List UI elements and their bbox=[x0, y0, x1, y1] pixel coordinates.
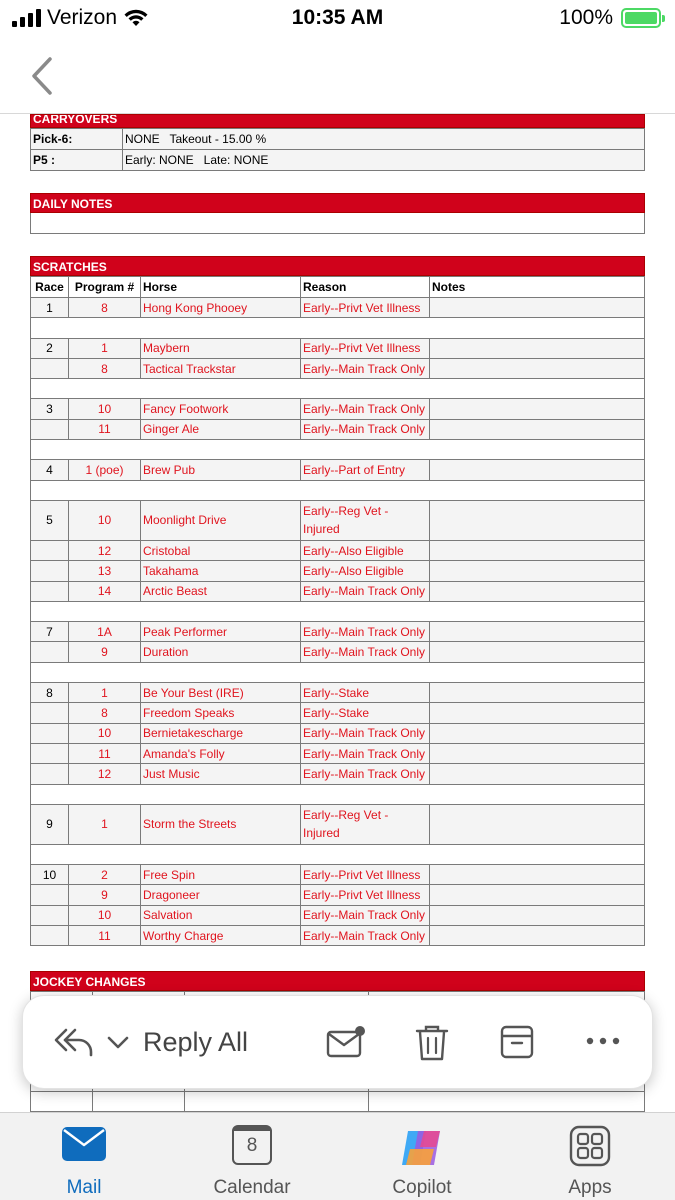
horse-cell: Moonlight Drive bbox=[141, 500, 301, 540]
reason-cell: Early--Main Track Only bbox=[301, 926, 430, 946]
spacer-row bbox=[31, 784, 645, 804]
notes-cell bbox=[430, 804, 645, 844]
program-cell: 8 bbox=[69, 358, 141, 378]
table-header-row bbox=[31, 277, 645, 298]
race-cell bbox=[31, 642, 69, 662]
table-row bbox=[31, 358, 645, 378]
tab-calendar[interactable] bbox=[172, 1113, 332, 1200]
race-cell bbox=[31, 926, 69, 946]
race-cell: 7 bbox=[31, 622, 69, 642]
table-row bbox=[31, 150, 645, 171]
notes-cell bbox=[430, 743, 645, 763]
table-row bbox=[31, 905, 645, 925]
notes-cell bbox=[430, 764, 645, 784]
table-row bbox=[31, 764, 645, 784]
spacer-row bbox=[31, 318, 645, 338]
column-header: Reason bbox=[301, 277, 430, 298]
notes-cell bbox=[430, 683, 645, 703]
table-row bbox=[31, 419, 645, 439]
tab-mail[interactable] bbox=[4, 1113, 164, 1200]
table-row bbox=[31, 540, 645, 560]
more-options-icon[interactable] bbox=[585, 1033, 621, 1049]
spacer-row bbox=[31, 844, 645, 864]
reason-cell: Early--Also Eligible bbox=[301, 540, 430, 560]
notes-cell bbox=[430, 540, 645, 560]
reason-cell: Early--Stake bbox=[301, 683, 430, 703]
column-header: Notes bbox=[430, 277, 645, 298]
reason-cell: Early--Part of Entry bbox=[301, 460, 430, 480]
scratches-header: SCRATCHES bbox=[30, 256, 645, 276]
apps-grid-icon bbox=[569, 1125, 611, 1167]
horse-cell: Bernietakescharge bbox=[141, 723, 301, 743]
table-row bbox=[31, 926, 645, 946]
race-cell bbox=[31, 419, 69, 439]
race-cell: 9 bbox=[31, 804, 69, 844]
mail-icon bbox=[61, 1125, 107, 1163]
program-cell: 10 bbox=[69, 723, 141, 743]
notes-cell bbox=[430, 926, 645, 946]
race-cell: 10 bbox=[31, 865, 69, 885]
table-row bbox=[31, 804, 645, 844]
tab-label: Calendar bbox=[213, 1177, 291, 1198]
reply-all-icon bbox=[53, 1025, 95, 1059]
reason-cell: Early--Main Track Only bbox=[301, 581, 430, 601]
race-cell bbox=[31, 723, 69, 743]
horse-cell: Maybern bbox=[141, 338, 301, 358]
notes-cell bbox=[430, 703, 645, 723]
reply-all-button[interactable] bbox=[53, 1025, 248, 1059]
program-cell: 8 bbox=[69, 298, 141, 318]
program-cell: 12 bbox=[69, 540, 141, 560]
horse-cell: Ginger Ale bbox=[141, 419, 301, 439]
program-cell: 11 bbox=[69, 419, 141, 439]
back-chevron-icon[interactable] bbox=[28, 56, 58, 96]
notes-cell bbox=[430, 622, 645, 642]
program-cell: 12 bbox=[69, 764, 141, 784]
spacer-row bbox=[31, 440, 645, 460]
race-cell bbox=[31, 905, 69, 925]
table-row bbox=[31, 642, 645, 662]
table-row bbox=[31, 723, 645, 743]
program-cell: 10 bbox=[69, 500, 141, 540]
table-row bbox=[31, 561, 645, 581]
notes-cell bbox=[430, 399, 645, 419]
program-cell: 14 bbox=[69, 581, 141, 601]
race-cell: 3 bbox=[31, 399, 69, 419]
reason-cell: Early--Privt Vet Illness bbox=[301, 298, 430, 318]
table-row bbox=[31, 460, 645, 480]
horse-cell: Arctic Beast bbox=[141, 581, 301, 601]
table-row bbox=[31, 703, 645, 723]
horse-cell: Salvation bbox=[141, 905, 301, 925]
notes-cell bbox=[430, 642, 645, 662]
notes-cell bbox=[430, 723, 645, 743]
notes-cell bbox=[430, 419, 645, 439]
notes-cell bbox=[430, 885, 645, 905]
program-cell: 1A bbox=[69, 622, 141, 642]
horse-cell: Takahama bbox=[141, 561, 301, 581]
tab-copilot[interactable] bbox=[342, 1113, 502, 1200]
race-cell: 2 bbox=[31, 338, 69, 358]
program-cell: 2 bbox=[69, 865, 141, 885]
reply-all-label: Reply All bbox=[143, 1026, 249, 1057]
column-header: Race bbox=[31, 277, 69, 298]
horse-cell: Hong Kong Phooey bbox=[141, 298, 301, 318]
clock: 10:35 AM bbox=[291, 6, 384, 29]
reason-cell bbox=[301, 804, 430, 844]
tab-apps[interactable] bbox=[510, 1113, 670, 1200]
carryover-value: Early: NONE Late: NONE bbox=[123, 150, 645, 171]
horse-cell: Freedom Speaks bbox=[141, 703, 301, 723]
race-cell bbox=[31, 561, 69, 581]
spacer-row bbox=[31, 601, 645, 621]
jockey-changes-header: JOCKEY CHANGES bbox=[30, 971, 645, 991]
reason-cell: Early--Main Track Only bbox=[301, 764, 430, 784]
spacer-row bbox=[31, 379, 645, 399]
program-cell: 1 (poe) bbox=[69, 460, 141, 480]
program-cell: 8 bbox=[69, 703, 141, 723]
horse-cell: Be Your Best (IRE) bbox=[141, 683, 301, 703]
program-cell: 1 bbox=[69, 338, 141, 358]
table-row bbox=[31, 581, 645, 601]
program-cell: 10 bbox=[69, 905, 141, 925]
table-row bbox=[31, 399, 645, 419]
carrier-name: Verizon bbox=[47, 6, 118, 29]
reason-line: Injured bbox=[303, 522, 340, 537]
race-cell: 4 bbox=[31, 460, 69, 480]
program-cell: 11 bbox=[69, 743, 141, 763]
race-cell bbox=[31, 581, 69, 601]
reason-cell: Early--Main Track Only bbox=[301, 723, 430, 743]
race-cell bbox=[31, 743, 69, 763]
notes-cell bbox=[430, 298, 645, 318]
table-row bbox=[31, 298, 645, 318]
horse-cell: Cristobal bbox=[141, 540, 301, 560]
reason-cell: Early--Main Track Only bbox=[301, 905, 430, 925]
reason-cell: Early--Also Eligible bbox=[301, 561, 430, 581]
program-cell: 10 bbox=[69, 399, 141, 419]
race-cell: 8 bbox=[31, 683, 69, 703]
calendar-icon bbox=[232, 1125, 272, 1165]
race-cell bbox=[31, 764, 69, 784]
horse-cell: Peak Performer bbox=[141, 622, 301, 642]
race-cell bbox=[31, 885, 69, 905]
battery-status bbox=[559, 6, 661, 30]
spacer-row bbox=[31, 480, 645, 500]
navigation-bar bbox=[0, 40, 675, 114]
reason-line: Early--Reg Vet - bbox=[303, 504, 389, 519]
carryovers-header: CARRYOVERS bbox=[30, 114, 645, 128]
reason-line: Early--Reg Vet - bbox=[303, 808, 389, 823]
reason-cell bbox=[301, 500, 430, 540]
program-cell: 13 bbox=[69, 561, 141, 581]
notes-cell bbox=[430, 561, 645, 581]
table-row bbox=[31, 683, 645, 703]
spacer-row bbox=[31, 662, 645, 682]
delete-trash-icon[interactable] bbox=[413, 1023, 451, 1063]
reason-cell: Early--Main Track Only bbox=[301, 743, 430, 763]
carryover-label: P5 : bbox=[31, 150, 123, 171]
reason-cell: Early--Main Track Only bbox=[301, 642, 430, 662]
copilot-icon bbox=[398, 1125, 446, 1171]
carryover-value: NONE Takeout - 15.00 % bbox=[123, 129, 645, 150]
reason-cell: Early--Main Track Only bbox=[301, 358, 430, 378]
notes-cell bbox=[430, 865, 645, 885]
notes-cell bbox=[430, 358, 645, 378]
race-cell: 5 bbox=[31, 500, 69, 540]
carryovers-table bbox=[30, 128, 645, 171]
race-cell bbox=[31, 358, 69, 378]
race-cell bbox=[31, 540, 69, 560]
notes-cell bbox=[430, 905, 645, 925]
program-cell: 1 bbox=[69, 804, 141, 844]
race-cell: 1 bbox=[31, 298, 69, 318]
horse-cell: Worthy Charge bbox=[141, 926, 301, 946]
horse-cell: Dragoneer bbox=[141, 885, 301, 905]
horse-cell: Tactical Trackstar bbox=[141, 358, 301, 378]
mark-unread-icon[interactable] bbox=[325, 1024, 367, 1060]
chevron-down-icon[interactable] bbox=[101, 1025, 135, 1059]
program-cell: 11 bbox=[69, 926, 141, 946]
reason-cell: Early--Privt Vet Illness bbox=[301, 338, 430, 358]
notes-cell bbox=[430, 460, 645, 480]
program-cell: 9 bbox=[69, 885, 141, 905]
message-action-bar bbox=[22, 995, 653, 1089]
notes-cell bbox=[430, 338, 645, 358]
horse-cell: Just Music bbox=[141, 764, 301, 784]
horse-cell: Amanda's Folly bbox=[141, 743, 301, 763]
horse-cell: Storm the Streets bbox=[141, 804, 301, 844]
column-header: Program # bbox=[69, 277, 141, 298]
notes-cell bbox=[430, 500, 645, 540]
reason-cell: Early--Main Track Only bbox=[301, 622, 430, 642]
daily-notes-header: DAILY NOTES bbox=[30, 193, 645, 213]
reason-cell: Early--Main Track Only bbox=[301, 399, 430, 419]
race-cell bbox=[31, 703, 69, 723]
archive-icon[interactable] bbox=[499, 1024, 535, 1060]
reason-cell: Early--Privt Vet Illness bbox=[301, 885, 430, 905]
horse-cell: Duration bbox=[141, 642, 301, 662]
scratches-table bbox=[30, 276, 645, 946]
table-row bbox=[31, 743, 645, 763]
tab-label: Apps bbox=[568, 1177, 612, 1198]
reason-line: Injured bbox=[303, 826, 340, 841]
reason-cell: Early--Main Track Only bbox=[301, 419, 430, 439]
program-cell: 1 bbox=[69, 683, 141, 703]
table-row bbox=[31, 1092, 645, 1112]
program-cell: 9 bbox=[69, 642, 141, 662]
battery-percent: 100% bbox=[559, 6, 613, 29]
horse-cell: Free Spin bbox=[141, 865, 301, 885]
notes-cell bbox=[430, 581, 645, 601]
reason-cell: Early--Privt Vet Illness bbox=[301, 865, 430, 885]
table-row bbox=[31, 885, 645, 905]
status-bar bbox=[0, 0, 675, 40]
table-row bbox=[31, 129, 645, 150]
carryover-label: Pick-6: bbox=[31, 129, 123, 150]
table-row bbox=[31, 865, 645, 885]
bottom-tab-bar bbox=[0, 1112, 675, 1200]
table-row bbox=[31, 622, 645, 642]
table-row bbox=[31, 338, 645, 358]
column-header: Horse bbox=[141, 277, 301, 298]
horse-cell: Brew Pub bbox=[141, 460, 301, 480]
table-row bbox=[31, 500, 645, 540]
tab-label: Mail bbox=[66, 1177, 102, 1198]
attachment-document[interactable] bbox=[30, 114, 645, 1112]
reason-cell: Early--Stake bbox=[301, 703, 430, 723]
daily-notes-body bbox=[30, 213, 645, 234]
tab-label: Copilot bbox=[392, 1177, 452, 1198]
calendar-day: 8 bbox=[246, 1135, 258, 1156]
battery-charging-icon bbox=[621, 8, 661, 28]
horse-cell: Fancy Footwork bbox=[141, 399, 301, 419]
